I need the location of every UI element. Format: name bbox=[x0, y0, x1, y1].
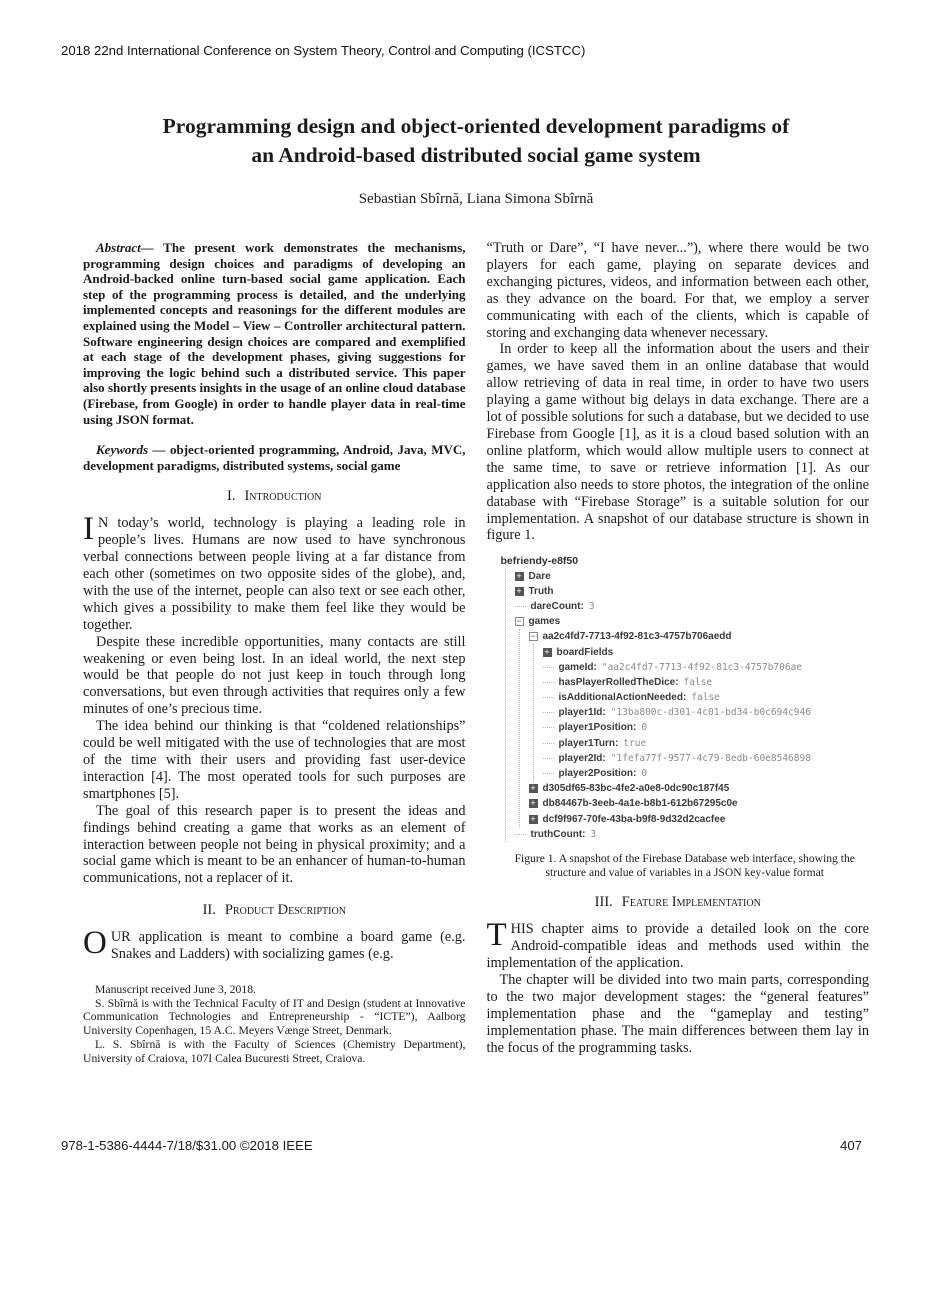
paragraph: The chapter will be divided into two main parts, corresponding to the two major development stages: the “general features” implementation phase and the “gameplay and testing” implementation phase. The main differences between them lay in the focus of the programming tasks. bbox=[486, 972, 869, 1056]
paragraph bbox=[83, 925, 466, 963]
section-heading-feature-implementation bbox=[487, 894, 870, 911]
paper-title-line1: Programming design and object-oriented development paradigms of bbox=[162, 114, 790, 138]
tree-children bbox=[505, 569, 870, 842]
figure-1 bbox=[501, 553, 870, 879]
expand-icon: + bbox=[544, 646, 550, 657]
tree-key: player2Id: bbox=[558, 752, 606, 764]
tree-node bbox=[529, 629, 870, 644]
keywords-text: object-oriented programming, Android, Java, MVC, development paradigms, distributed systems, social game bbox=[83, 442, 466, 473]
paragraph-text: HIS chapter aims to provide a detailed look on the core Android-compatible ideas and methods used within the implementation of the application. bbox=[486, 921, 869, 972]
paper-title-line2: an Android-based distributed social game system bbox=[251, 143, 701, 167]
tree-node bbox=[529, 812, 870, 827]
paragraph-text: UR application is meant to combine a board game (e.g. Snakes and Ladders) with socializing games (e.g. bbox=[110, 929, 466, 963]
two-column-body bbox=[83, 240, 869, 1065]
paragraph: “Truth or Dare”, “I have never...”), where there would be two players for each game, playing on separate devices and exchanging pictures, videos, and information between each other, as they advance on the board. For that, we employ a server communicating with each of the clients, which is capable of storing and exchanging data whenever necessary. bbox=[486, 240, 869, 341]
left-column bbox=[83, 240, 466, 1065]
tree-node bbox=[543, 690, 870, 705]
tree-node bbox=[543, 736, 870, 751]
tree-node bbox=[515, 827, 870, 842]
tree-key: dcf9f967-70fe-43ba-b9f8-9d32d2cacfee bbox=[542, 813, 726, 825]
paper-title bbox=[83, 112, 869, 170]
tree-key: aa2c4fd7-7713-4f92-81c3-4757b706aedd bbox=[542, 631, 732, 643]
section-heading-product-description bbox=[83, 902, 466, 919]
firebase-database-tree bbox=[501, 553, 870, 842]
expand-icon: + bbox=[516, 585, 522, 596]
section-title: Introduction bbox=[244, 488, 322, 505]
drop-cap: I bbox=[83, 511, 94, 548]
tree-node bbox=[543, 644, 870, 659]
paragraph: The idea behind our thinking is that “coldened relationships” could be well mitigated with the use of technologies that are most of the time with their users and providing fast user-device interaction [4]. The most operated tools for such purposes are smartphones [5]. bbox=[83, 718, 466, 802]
tree-key: dareCount: bbox=[530, 600, 584, 612]
tree-key: befriendy-e8f50 bbox=[500, 554, 579, 567]
expand-icon: + bbox=[530, 798, 536, 809]
expand-icon: + bbox=[530, 813, 536, 824]
paragraph: Despite these incredible opportunities, many contacts are still weakening or even being lost. In an ideal world, the next step would be that people do not just keep in touch through long conversations, but even through activities that requires only a few minutes of one’s precious time. bbox=[83, 633, 466, 718]
collapse-icon: − bbox=[516, 616, 522, 627]
tree-key: Dare bbox=[528, 570, 551, 582]
tree-value: 3 bbox=[590, 828, 597, 840]
page-number: 407 bbox=[839, 1138, 862, 1153]
tree-children bbox=[533, 644, 870, 781]
footnote-line: Manuscript received June 3, 2018. bbox=[95, 983, 256, 997]
tree-key: games bbox=[528, 616, 561, 628]
expand-icon: + bbox=[516, 570, 522, 581]
abstract-text: The present work demonstrates the mechanisms, programming design choices and paradigms of developing an Android-backed online turn-based social game application. Each step of the programming process is detailed, and the underlying implemented concepts and reasonings for the different modules are explained using the Model – View – Controller architectural pattern. Software engineering design choices are compared and exemplified at each stage of the development phases, giving suggestions for improving the logic behind such a distributed service. This paper also shortly presents insights in the usage of an online cloud database (Firebase, from Google) in order to handle player data in real-time using JSON format. bbox=[83, 240, 466, 427]
tree-node bbox=[515, 599, 870, 614]
tree-key: player2Position: bbox=[558, 768, 637, 780]
section-title: Feature Implementation bbox=[621, 894, 761, 911]
abstract bbox=[83, 240, 466, 427]
paragraph-text: N today’s world, technology is playing a leading role in people’s lives. Humans are now used to have synchronous verbal connections between people living at a far distance from each other (sometimes on two opposite sides of the globe), and, with the use of the internet, people can also text or see each other, which gives a possibility to make them feel like they would be together. bbox=[83, 515, 466, 633]
tree-key: truthCount: bbox=[530, 828, 586, 840]
tree-node bbox=[543, 660, 870, 675]
tree-node bbox=[515, 614, 870, 629]
keywords-label: Keywords — bbox=[96, 442, 170, 458]
tree-value: "aa2c4fd7-7713-4f92-81c3-4757b706ae bbox=[601, 661, 803, 673]
drop-cap: T bbox=[486, 917, 507, 954]
expand-icon: + bbox=[530, 783, 536, 794]
tree-node-root bbox=[501, 553, 870, 568]
tree-key: d305df65-83bc-4fe2-a0e8-0dc90c187f45 bbox=[542, 783, 730, 795]
paragraph: In order to keep all the information about the users and their games, we have saved them in an online database that would allow retrieving of data in real time, in order to have two users playing a game without big delays in data exchange. There are a lot of possible solutions for such a database, but we decided to use Firebase from Google [1], as it is a cloud based solution with an online platform, which would allow multiple users to connect at the same time, to save or retrieve information [1]. As our application also needs to store photos, the integration of the online database with “Firebase Storage” is a suitable solution for our implementation. A snapshot of our database structure is shown in figure 1. bbox=[486, 341, 869, 544]
section-title: Product Description bbox=[224, 902, 346, 919]
tree-value: "1fefa77f-9577-4c79-8edb-60e8546898 bbox=[610, 752, 811, 764]
tree-value: 3 bbox=[588, 600, 595, 612]
tree-value: false bbox=[691, 692, 720, 704]
tree-node bbox=[543, 705, 870, 720]
tree-node bbox=[515, 584, 870, 599]
tree-node bbox=[543, 720, 870, 735]
footnote-line: L. S. Sbîrnă is with the Faculty of Sciences (Chemistry Department), University of Craiova, 107I Calea Bucuresti Street, Craiova. bbox=[83, 1037, 466, 1065]
running-header: 2018 22nd International Conference on System Theory, Control and Computing (ICSTCC) bbox=[61, 43, 586, 58]
tree-key: Truth bbox=[528, 585, 554, 597]
paragraph bbox=[83, 511, 466, 633]
paragraph bbox=[486, 917, 870, 972]
section-number: I. bbox=[226, 488, 236, 505]
tree-node bbox=[529, 796, 870, 811]
keywords bbox=[83, 442, 466, 473]
tree-value: false bbox=[683, 676, 713, 688]
tree-key: player1Id: bbox=[558, 707, 606, 719]
tree-value: 0 bbox=[641, 768, 648, 780]
tree-children bbox=[519, 629, 870, 826]
tree-key: gameId: bbox=[558, 661, 597, 673]
tree-key: hasPlayerRolledTheDice: bbox=[558, 676, 679, 688]
right-column bbox=[487, 240, 870, 1065]
tree-node bbox=[543, 751, 870, 766]
footnote-line: S. Sbîrnă is with the Technical Faculty of IT and Design (student at Innovative Communication Technologies and Entrepreneurship - “ICTE”), Aalborg University Copenhagen, 15 A.C. Meyers Vænge Street, Denmark. bbox=[83, 996, 466, 1038]
tree-node bbox=[543, 675, 870, 690]
copyright-notice: 978-1-5386-4444-7/18/$31.00 ©2018 IEEE bbox=[61, 1138, 313, 1153]
abstract-label: Abstract— bbox=[96, 240, 154, 255]
drop-cap: O bbox=[83, 925, 107, 962]
tree-key: player1Position: bbox=[558, 722, 637, 734]
section-number: II. bbox=[202, 902, 216, 919]
tree-value: true bbox=[623, 737, 647, 749]
tree-node bbox=[515, 569, 870, 584]
page-content bbox=[83, 112, 869, 1065]
tree-node bbox=[529, 781, 870, 796]
tree-value: "13ba800c-d301-4c01-bd34-b0c694c946 bbox=[610, 707, 811, 719]
tree-key: db84467b-3eeb-4a1e-b8b1-612b67295c0e bbox=[542, 798, 738, 810]
tree-node bbox=[543, 766, 870, 781]
tree-key: isAdditionalActionNeeded: bbox=[558, 692, 687, 704]
authors: Sebastian Sbîrnă, Liana Simona Sbîrnă bbox=[358, 191, 594, 207]
section-heading-introduction bbox=[83, 488, 466, 505]
section-number: III. bbox=[594, 894, 613, 911]
tree-value: 0 bbox=[641, 722, 648, 734]
paragraph: The goal of this research paper is to present the ideas and findings behind creating a game that works as an element of interaction between people not being in physical proximity; and a social game which is meant to be an enhancer of human-to-human communications, not a replacer of it. bbox=[83, 802, 466, 887]
author-footnote bbox=[83, 983, 466, 1065]
tree-key: boardFields bbox=[556, 646, 614, 658]
tree-key: player1Turn: bbox=[558, 737, 619, 749]
collapse-icon: − bbox=[530, 631, 536, 642]
figure-caption: Figure 1. A snapshot of the Firebase Database web interface, showing the structure and value of variables in a JSON key-value format bbox=[514, 851, 855, 879]
